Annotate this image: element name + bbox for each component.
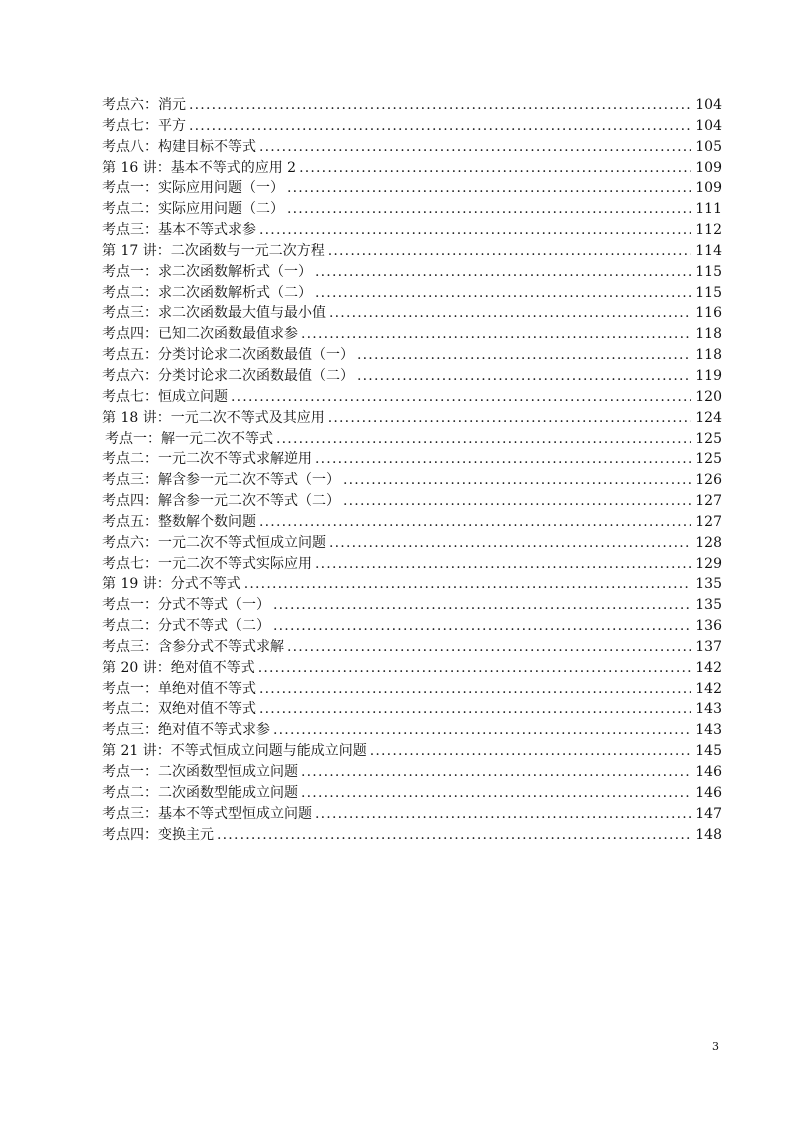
toc-entry-title: 第 17 讲：二次函数与一元二次方程 bbox=[102, 242, 325, 259]
toc-entry-title: 考点一：单绝对值不等式 bbox=[102, 680, 256, 697]
toc-entry-title: 考点三：基本不等式求参 bbox=[102, 222, 256, 239]
toc-entry-page-number: 109 bbox=[695, 159, 722, 176]
toc-entry[interactable] bbox=[102, 741, 722, 762]
toc-entry-title: 第 19 讲：分式不等式 bbox=[102, 576, 241, 593]
toc-entry-page-number: 143 bbox=[695, 701, 722, 718]
toc-entry[interactable] bbox=[102, 429, 722, 450]
toc-entry[interactable] bbox=[102, 324, 722, 345]
toc-entry[interactable] bbox=[102, 303, 722, 324]
toc-entry[interactable] bbox=[102, 595, 722, 616]
toc-entry[interactable] bbox=[102, 720, 722, 741]
toc-dot-leader bbox=[276, 429, 691, 450]
toc-entry-title: 考点二：实际应用问题（二） bbox=[102, 201, 284, 218]
toc-entry-title: 考点三：基本不等式型恒成立问题 bbox=[102, 805, 312, 822]
toc-dot-leader bbox=[273, 616, 691, 637]
toc-entry-page-number: 125 bbox=[695, 451, 722, 468]
toc-entry-title: 考点六：消元 bbox=[102, 97, 186, 113]
page-number: 3 bbox=[712, 1040, 719, 1053]
toc-entry[interactable] bbox=[102, 387, 722, 408]
toc-entry-title: 考点一：分式不等式（一） bbox=[102, 597, 270, 614]
toc-entry[interactable] bbox=[102, 574, 722, 595]
toc-entry-page-number: 146 bbox=[695, 764, 722, 780]
toc-entry-page-number: 137 bbox=[695, 638, 722, 655]
toc-entry-page-number: 129 bbox=[695, 555, 722, 572]
toc-entry-page-number: 120 bbox=[695, 388, 722, 405]
toc-entry-page-number: 142 bbox=[695, 680, 722, 697]
toc-entry-title: 第 20 讲：绝对值不等式 bbox=[102, 659, 255, 676]
toc-dot-leader bbox=[217, 825, 691, 846]
toc-dot-leader bbox=[343, 470, 691, 491]
toc-dot-leader bbox=[315, 449, 691, 470]
toc-entry[interactable] bbox=[102, 137, 722, 158]
toc-entry-title: 考点七：一元二次不等式实际应用 bbox=[102, 555, 312, 572]
toc-dot-leader bbox=[370, 741, 691, 762]
toc-dot-leader bbox=[329, 303, 691, 324]
toc-dot-leader bbox=[273, 720, 691, 741]
toc-entry-title: 考点三：含参分式不等式求解 bbox=[102, 638, 284, 655]
toc-entry[interactable] bbox=[102, 658, 722, 679]
toc-entry-page-number: 104 bbox=[695, 117, 722, 134]
toc-entry-title: 考点一：解一元二次不等式 bbox=[105, 430, 273, 447]
toc-entry-page-number: 127 bbox=[695, 513, 722, 530]
toc-entry[interactable] bbox=[102, 679, 722, 700]
toc-entry-page-number: 145 bbox=[695, 743, 722, 760]
toc-entry[interactable] bbox=[102, 762, 722, 783]
toc-dot-leader bbox=[328, 408, 691, 429]
toc-dot-leader bbox=[259, 679, 691, 700]
toc-entry[interactable] bbox=[102, 262, 722, 283]
toc-dot-leader bbox=[357, 345, 691, 366]
toc-entry-title: 考点三：解含参一元二次不等式（一） bbox=[102, 472, 340, 489]
toc-entry-title: 考点七：恒成立问题 bbox=[102, 388, 228, 405]
toc-entry[interactable] bbox=[102, 116, 722, 137]
toc-dot-leader bbox=[287, 178, 691, 199]
toc-entry[interactable] bbox=[102, 283, 722, 304]
toc-entry-page-number: 124 bbox=[695, 409, 722, 426]
toc-entry-title: 考点三：求二次函数最大值与最小值 bbox=[102, 305, 326, 322]
toc-entry[interactable] bbox=[102, 95, 722, 116]
toc-entry-page-number: 114 bbox=[695, 242, 722, 259]
toc-entry-page-number: 119 bbox=[695, 367, 722, 384]
toc-entry-title: 考点五：整数解个数问题 bbox=[102, 513, 256, 530]
toc-entry-title: 第 21 讲：不等式恒成立问题与能成立问题 bbox=[102, 743, 367, 760]
toc-entry-page-number: 128 bbox=[695, 534, 722, 551]
toc-dot-leader bbox=[328, 241, 691, 262]
toc-entry-page-number: 116 bbox=[695, 305, 722, 322]
toc-entry-title: 考点二：分式不等式（二） bbox=[102, 618, 270, 635]
toc-dot-leader bbox=[189, 116, 691, 137]
toc-entry-page-number: 111 bbox=[695, 201, 722, 218]
toc-entry[interactable] bbox=[102, 512, 722, 533]
toc-dot-leader bbox=[189, 95, 691, 116]
toc-entry[interactable] bbox=[102, 158, 722, 179]
toc-entry-title: 第 18 讲：一元二次不等式及其应用 bbox=[102, 409, 325, 426]
toc-entry-page-number: 142 bbox=[695, 659, 722, 676]
toc-entry-page-number: 148 bbox=[695, 826, 722, 843]
toc-entry-title: 考点五：分类讨论求二次函数最值（一） bbox=[102, 347, 354, 364]
toc-entry-title: 考点八：构建目标不等式 bbox=[102, 138, 256, 155]
toc-dot-leader bbox=[329, 533, 691, 554]
toc-entry[interactable] bbox=[102, 220, 722, 241]
toc-entry-page-number: 112 bbox=[695, 222, 722, 239]
toc-entry-title: 考点四：已知二次函数最值求参 bbox=[102, 326, 298, 343]
toc-entry[interactable] bbox=[102, 699, 722, 720]
toc-entry-title: 考点三：绝对值不等式求参 bbox=[102, 722, 270, 739]
toc-entry[interactable] bbox=[102, 616, 722, 637]
toc-entry-page-number: 125 bbox=[695, 430, 722, 447]
toc-dot-leader bbox=[287, 637, 691, 658]
toc-entry-title: 考点一：求二次函数解析式（一） bbox=[102, 263, 312, 280]
toc-dot-leader bbox=[357, 366, 691, 387]
toc-dot-leader bbox=[244, 574, 691, 595]
toc-entry-title: 考点四：解含参一元二次不等式（二） bbox=[102, 493, 340, 510]
toc-entry-title: 考点一：实际应用问题（一） bbox=[102, 180, 284, 197]
toc-entry[interactable] bbox=[102, 804, 722, 825]
toc-entry[interactable] bbox=[102, 825, 722, 846]
toc-dot-leader bbox=[259, 220, 691, 241]
toc-dot-leader bbox=[273, 595, 691, 616]
toc-dot-leader bbox=[259, 137, 691, 158]
toc-dot-leader bbox=[315, 262, 691, 283]
toc-dot-leader bbox=[301, 762, 691, 783]
toc-entry-title: 考点六：一元二次不等式恒成立问题 bbox=[102, 534, 326, 551]
toc-dot-leader bbox=[315, 283, 691, 304]
toc-entry-title: 考点四：变换主元 bbox=[102, 826, 214, 843]
toc-entry-page-number: 115 bbox=[695, 263, 722, 280]
toc-entry-title: 考点七：平方 bbox=[102, 117, 186, 134]
toc-entry-title: 考点六：分类讨论求二次函数最值（二） bbox=[102, 367, 354, 384]
toc-dot-leader bbox=[287, 199, 691, 220]
toc-entry-page-number: 147 bbox=[695, 805, 722, 822]
toc-entry[interactable] bbox=[102, 345, 722, 366]
toc-dot-leader bbox=[301, 324, 691, 345]
toc-dot-leader bbox=[258, 658, 691, 679]
toc-entry-page-number: 105 bbox=[695, 138, 722, 155]
toc-entry[interactable] bbox=[102, 241, 722, 262]
toc-entry-page-number: 146 bbox=[695, 784, 722, 801]
toc-entry-title: 考点二：求二次函数解析式（二） bbox=[102, 284, 312, 301]
toc-entry[interactable] bbox=[102, 470, 722, 491]
toc-entry-title: 第 16 讲：基本不等式的应用 2 bbox=[102, 159, 297, 176]
toc-entry[interactable] bbox=[102, 491, 722, 512]
toc-dot-leader bbox=[259, 699, 691, 720]
toc-entry-page-number: 135 bbox=[695, 597, 722, 614]
table-of-contents bbox=[102, 95, 722, 845]
toc-entry-page-number: 126 bbox=[695, 472, 722, 489]
toc-entry[interactable] bbox=[102, 637, 722, 658]
toc-entry-title: 考点二：双绝对值不等式 bbox=[102, 701, 256, 718]
toc-entry[interactable] bbox=[102, 366, 722, 387]
toc-entry-title: 考点二：二次函数型能成立问题 bbox=[102, 784, 298, 801]
toc-entry-page-number: 143 bbox=[695, 722, 722, 739]
toc-entry-page-number: 127 bbox=[695, 493, 722, 510]
toc-dot-leader bbox=[315, 554, 691, 575]
toc-entry[interactable] bbox=[102, 408, 722, 429]
toc-entry-page-number: 104 bbox=[695, 97, 722, 113]
toc-entry-page-number: 115 bbox=[695, 284, 722, 301]
toc-entry[interactable] bbox=[102, 178, 722, 199]
toc-entry-title: 考点一：二次函数型恒成立问题 bbox=[102, 764, 298, 780]
toc-entry-page-number: 118 bbox=[695, 326, 722, 343]
toc-entry-title: 考点二：一元二次不等式求解逆用 bbox=[102, 451, 312, 468]
toc-entry-page-number: 135 bbox=[695, 576, 722, 593]
toc-entry[interactable] bbox=[102, 554, 722, 575]
toc-entry-page-number: 118 bbox=[695, 347, 722, 364]
toc-entry[interactable] bbox=[102, 533, 722, 554]
toc-entry[interactable] bbox=[102, 783, 722, 804]
toc-dot-leader bbox=[315, 804, 691, 825]
toc-dot-leader bbox=[301, 783, 691, 804]
toc-entry-page-number: 136 bbox=[695, 618, 722, 635]
toc-dot-leader bbox=[343, 491, 691, 512]
toc-dot-leader bbox=[259, 512, 691, 533]
toc-dot-leader bbox=[299, 158, 691, 179]
toc-entry[interactable] bbox=[102, 199, 722, 220]
toc-dot-leader bbox=[231, 387, 691, 408]
toc-entry-page-number: 109 bbox=[695, 180, 722, 197]
toc-entry[interactable] bbox=[102, 449, 722, 470]
